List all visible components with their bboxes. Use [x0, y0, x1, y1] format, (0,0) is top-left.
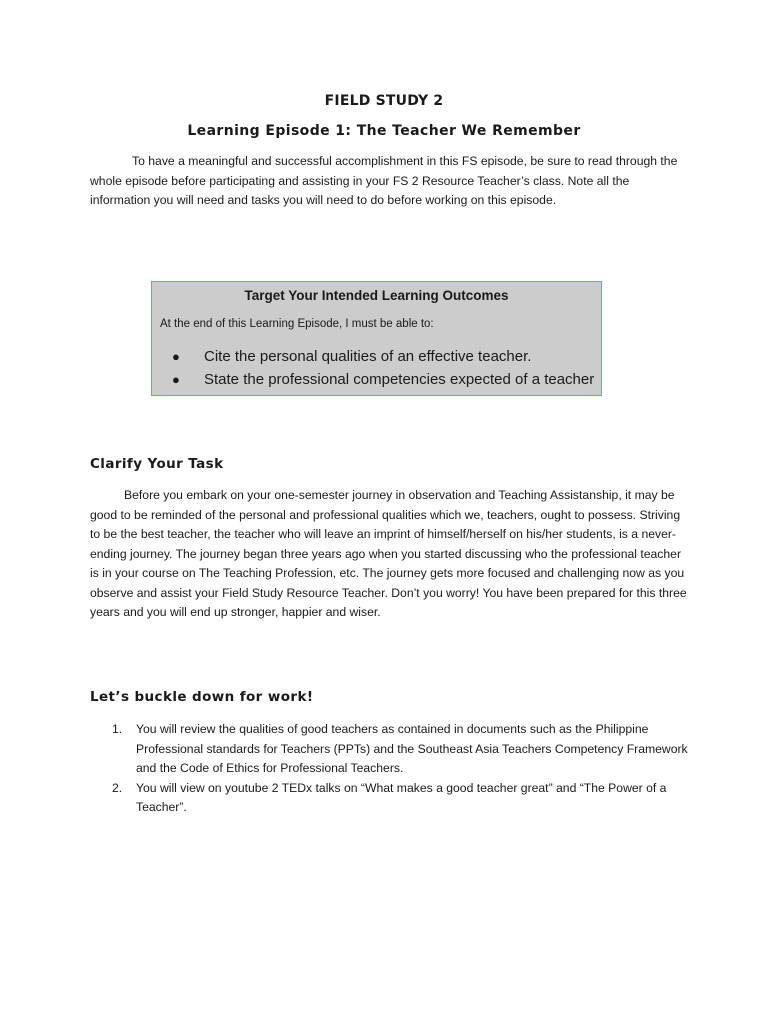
task-list [90, 720, 690, 818]
task-text: You will review the qualities of good teachers as contained in documents such as the Philippine Professional standards for Teachers (PPTs) and the Southeast Asia Teachers Competency Framework and the Code of Ethics for Professional Teachers. [136, 722, 688, 775]
outcome-item [152, 345, 594, 368]
task-number: 1. [112, 722, 123, 736]
document-title: FIELD STUDY 2 [324, 93, 444, 109]
episode-title: Learning Episode 1: The Teacher We Remember [187, 123, 581, 139]
outcomes-lead-text: At the end of this Learning Episode, I must be able to: [160, 318, 434, 330]
intro-paragraph: To have a meaningful and successful accomplishment in this FS episode, be sure to read through the whole episode before participating and assisting in your FS 2 Resource Teacher’s class. Note all the information you will need and tasks you will need to do before working on this episode. [90, 154, 678, 207]
buckle-down-heading: Let’s buckle down for work! [90, 689, 314, 705]
task-text: You will view on youtube 2 TEDx talks on “What makes a good teacher great” and “The Power of a Teacher”. [136, 780, 667, 814]
task-number: 2. [112, 780, 123, 795]
bullet-icon: ● [172, 372, 180, 387]
task-item [90, 720, 690, 779]
clarify-paragraph: Before you embark on your one-semester journey in observation and Teaching Assistanship, it may be good to be reminded of the personal and professional qualities which we, teachers, ought to possess. Striving to be the best teacher, the teacher who will leave an imprint of himself/herself on his/her students, is a never-ending journey. The journey began three years ago when you started discussing who the professional teacher is in your course on The Teaching Profession, etc. The journey gets more focused and challenging now as you observe and assist your Field Study Resource Teacher. Don’t you worry! You have been prepared for this three years and you will end up stronger, happier and wiser. [90, 488, 687, 619]
learning-outcomes-box [151, 281, 602, 396]
outcomes-title: Target Your Intended Learning Outcomes [244, 288, 509, 303]
outcomes-list [152, 345, 594, 391]
bullet-icon: ● [172, 349, 180, 364]
outcome-text: State the professional competencies expected of a teacher [204, 371, 595, 388]
clarify-heading: Clarify Your Task [90, 456, 224, 472]
outcome-item [152, 368, 594, 391]
outcome-text: Cite the personal qualities of an effective teacher. [204, 348, 532, 365]
task-item [90, 779, 690, 818]
